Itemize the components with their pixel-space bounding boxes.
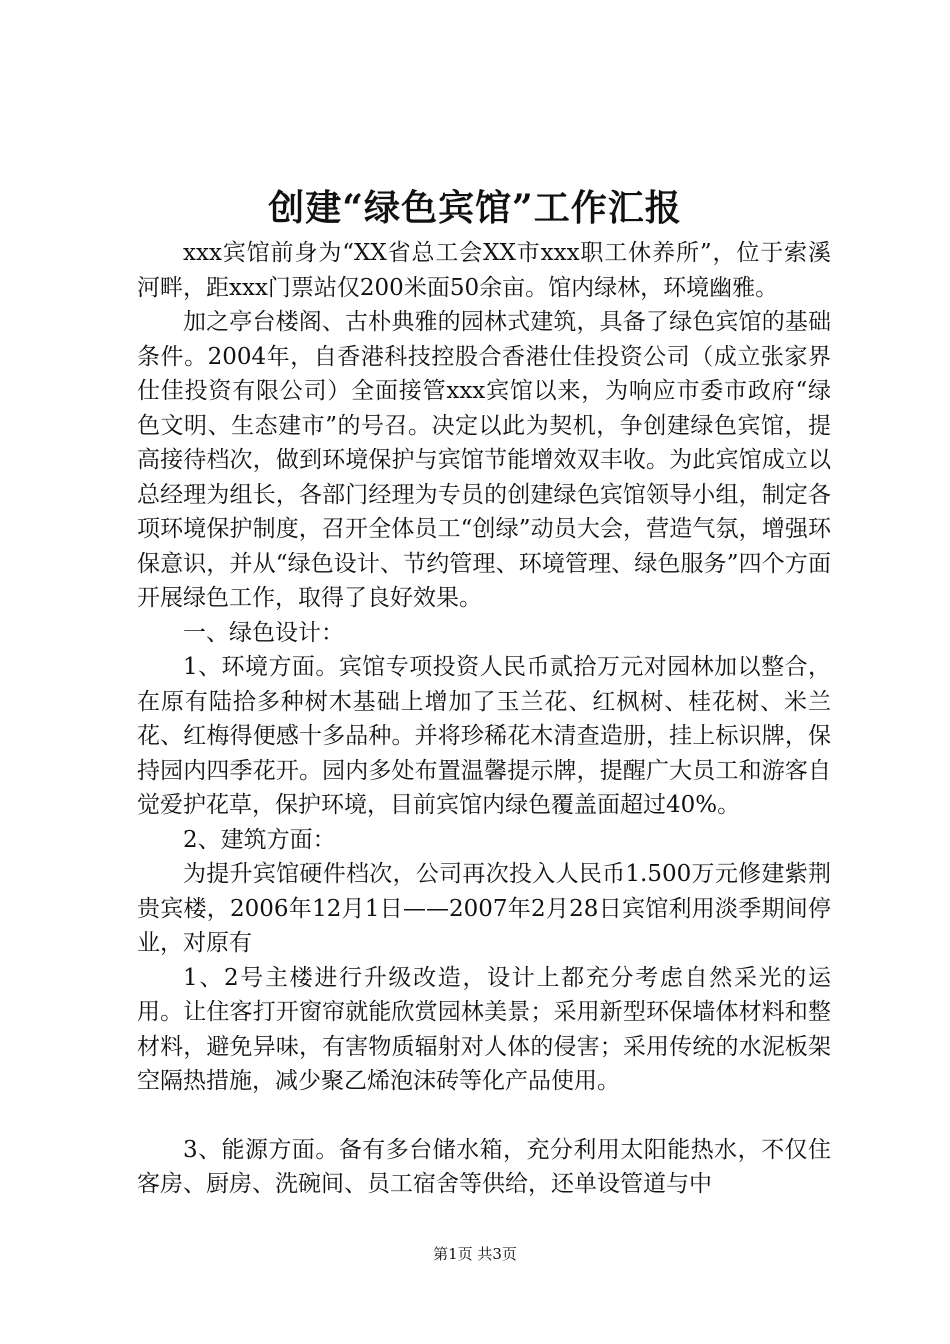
page-footer: 第1页 共3页	[433, 1245, 517, 1263]
paragraph-background: 加之亭台楼阁、古朴典雅的园林式建筑，具备了绿色宾馆的基础条件。2004年，自香港科技控股合香港仕佳投资公司（成立张家界仕佳投资有限公司）全面接管xxx宾馆以来，为响应市委市政府“绿色文明、生态建市”的号召。决定以此为契机，争创建绿色宾馆，提高接待档次，做到环境保护与宾馆节能增效双丰收。为此宾馆成立以总经理为组长，各部门经理为专员的创建绿色宾馆领导小组，制定各项环境保护制度，召开全体员工“创绿”动员大会，营造气氛，增强环保意识，并从“绿色设计、节约管理、环境管理、绿色服务”四个方面开展绿色工作，取得了良好效果。	[137, 309, 831, 611]
document-body	[137, 236, 831, 1202]
section-heading-green-design: 一、绿色设计：	[183, 619, 344, 646]
document-title: 创建“绿色宾馆”工作汇报	[268, 187, 682, 229]
paragraph-energy: 3、能源方面。备有多台储水箱，充分利用太阳能热水，不仅住客房、厨房、洗碗间、员工宿舍等供给，还单设管道与中	[137, 1136, 831, 1197]
paragraph-environment: 1、环境方面。宾馆专项投资人民币贰拾万元对园林加以整合，在原有陆拾多种树木基础上增加了玉兰花、红枫树、桂花树、米兰花、红梅得便感十多品种。并将珍稀花木清查造册，挂上标识牌，保持园内四季花开。园内多处布置温馨提示牌，提醒广大员工和游客自觉爱护花草，保护环境，目前宾馆内绿色覆盖面超过40%。	[137, 654, 831, 818]
subheading-building: 2、建筑方面：	[183, 826, 336, 853]
paragraph-building: 为提升宾馆硬件档次，公司再次投入人民币1.500万元修建紫荆贵宾楼，2006年12月1日——2007年2月28日宾馆利用淡季期间停业，对原有	[137, 861, 831, 956]
paragraph-intro: xxx宾馆前身为“XX省总工会XX市xxx职工休养所”，位于索溪河畔，距xxx门票站仅200米面50余亩。馆内绿林，环境幽雅。	[137, 240, 831, 301]
paragraph-renovation: 1、2号主楼进行升级改造，设计上都充分考虑自然采光的运用。让住客打开窗帘就能欣赏园林美景；采用新型环保墙体材料和整材料，避免异味，有害物质辐射对人体的侵害；采用传统的水泥板架空隔热措施，减少聚乙烯泡沫砖等化产品使用。	[137, 964, 831, 1094]
